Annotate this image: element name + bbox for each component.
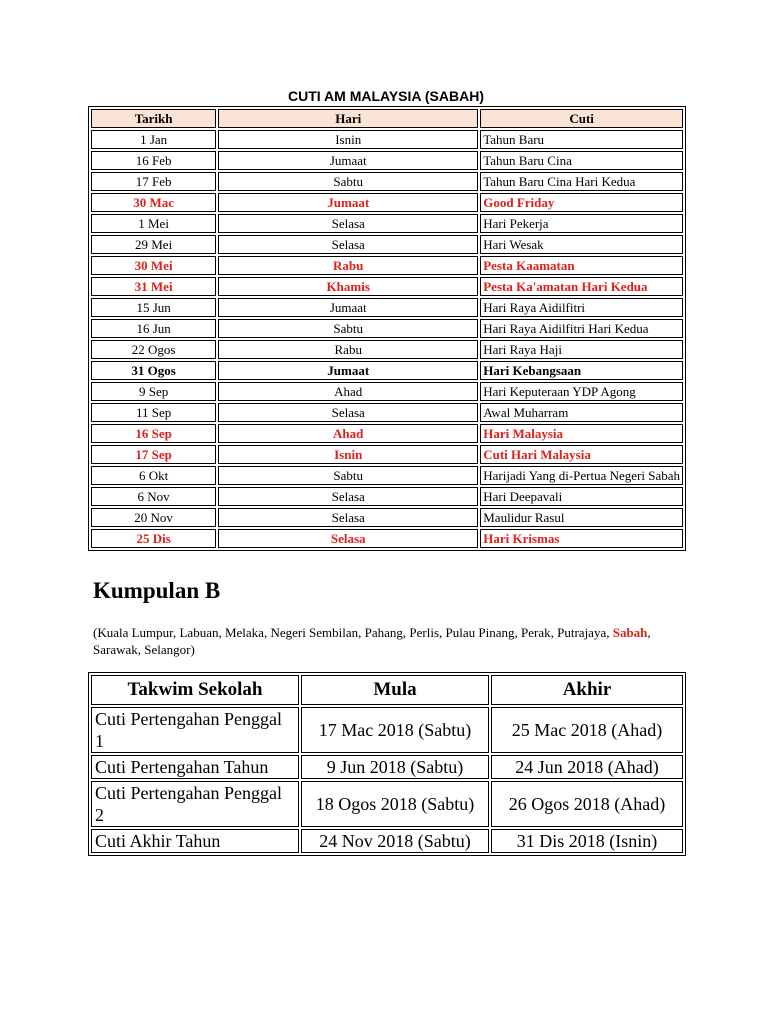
holiday-date-cell: 31 Ogos — [91, 361, 216, 380]
group-note-highlight: Sabah — [612, 625, 648, 640]
holiday-date-cell: 30 Mac — [91, 193, 216, 212]
table-row — [91, 214, 683, 233]
holiday-date-cell: 11 Sep — [91, 403, 216, 422]
holiday-day-cell: Isnin — [218, 130, 478, 149]
holiday-date-cell: 30 Mei — [91, 256, 216, 275]
holiday-name-cell: Hari Kebangsaan — [480, 361, 683, 380]
holiday-day-cell: Rabu — [218, 256, 478, 275]
holiday-date-cell: 16 Feb — [91, 151, 216, 170]
holiday-name-cell: Good Friday — [480, 193, 683, 212]
holiday-date-cell: 31 Mei — [91, 277, 216, 296]
table-row — [91, 130, 683, 149]
holiday-name-cell: Hari Keputeraan YDP Agong — [480, 382, 683, 401]
table-header-row — [91, 109, 683, 128]
calendar-start-cell: 9 Jun 2018 (Sabtu) — [301, 755, 489, 779]
column-header-calendar: Takwim Sekolah — [91, 675, 299, 705]
holiday-name-cell: Hari Raya Aidilfitri — [480, 298, 683, 317]
holiday-date-cell: 17 Sep — [91, 445, 216, 464]
column-header-start: Mula — [301, 675, 489, 705]
holiday-name-cell: Tahun Baru Cina — [480, 151, 683, 170]
holiday-table-title: CUTI AM MALAYSIA (SABAH) — [288, 88, 484, 104]
holiday-day-cell: Jumaat — [218, 193, 478, 212]
holiday-date-cell: 17 Feb — [91, 172, 216, 191]
holiday-name-cell: Pesta Kaamatan — [480, 256, 683, 275]
group-states-note — [93, 624, 683, 658]
calendar-name-cell: Cuti Akhir Tahun — [91, 829, 299, 853]
group-heading: Kumpulan B — [93, 578, 221, 603]
table-row — [91, 445, 683, 464]
calendar-name-cell: Cuti Pertengahan Penggal 1 — [91, 707, 299, 753]
calendar-end-cell: 25 Mac 2018 (Ahad) — [491, 707, 683, 753]
table-header-row — [91, 675, 683, 705]
holiday-day-cell: Selasa — [218, 487, 478, 506]
table-row — [91, 361, 683, 380]
holiday-date-cell: 15 Jun — [91, 298, 216, 317]
column-header-holiday: Cuti — [480, 109, 683, 128]
holiday-table-body — [91, 130, 683, 548]
table-row — [91, 193, 683, 212]
holiday-day-cell: Selasa — [218, 235, 478, 254]
school-calendar-table — [88, 672, 686, 856]
table-row — [91, 424, 683, 443]
holiday-day-cell: Sabtu — [218, 319, 478, 338]
holiday-day-cell: Selasa — [218, 214, 478, 233]
table-row — [91, 382, 683, 401]
holiday-day-cell: Ahad — [218, 424, 478, 443]
holiday-day-cell: Sabtu — [218, 466, 478, 485]
holiday-date-cell: 1 Jan — [91, 130, 216, 149]
table-row — [91, 781, 683, 827]
holiday-day-cell: Isnin — [218, 445, 478, 464]
holiday-name-cell: Pesta Ka'amatan Hari Kedua — [480, 277, 683, 296]
holiday-day-cell: Ahad — [218, 382, 478, 401]
table-row — [91, 319, 683, 338]
holiday-day-cell: Selasa — [218, 529, 478, 548]
holiday-name-cell: Maulidur Rasul — [480, 508, 683, 527]
column-header-day: Hari — [218, 109, 478, 128]
holiday-name-cell: Tahun Baru — [480, 130, 683, 149]
calendar-start-cell: 24 Nov 2018 (Sabtu) — [301, 829, 489, 853]
holiday-date-cell: 1 Mei — [91, 214, 216, 233]
holiday-date-cell: 6 Nov — [91, 487, 216, 506]
holiday-name-cell: Cuti Hari Malaysia — [480, 445, 683, 464]
holiday-day-cell: Jumaat — [218, 361, 478, 380]
holiday-name-cell: Tahun Baru Cina Hari Kedua — [480, 172, 683, 191]
holiday-day-cell: Jumaat — [218, 298, 478, 317]
holiday-name-cell: Harijadi Yang di-Pertua Negeri Sabah — [480, 466, 683, 485]
group-note-text: (Kuala Lumpur, Labuan, Melaka, Negeri Sembilan, Pahang, Perlis, Pulau Pinang, Perak, Putrajaya, — [93, 625, 613, 640]
holiday-name-cell: Hari Raya Aidilfitri Hari Kedua — [480, 319, 683, 338]
calendar-end-cell: 26 Ogos 2018 (Ahad) — [491, 781, 683, 827]
holiday-date-cell: 25 Dis — [91, 529, 216, 548]
calendar-start-cell: 17 Mac 2018 (Sabtu) — [301, 707, 489, 753]
column-header-end: Akhir — [491, 675, 683, 705]
public-holiday-table — [88, 106, 686, 551]
table-row — [91, 235, 683, 254]
calendar-start-cell: 18 Ogos 2018 (Sabtu) — [301, 781, 489, 827]
column-header-date: Tarikh — [91, 109, 216, 128]
table-row — [91, 403, 683, 422]
table-row — [91, 755, 683, 779]
calendar-name-cell: Cuti Pertengahan Tahun — [91, 755, 299, 779]
calendar-table-body — [91, 707, 683, 853]
table-row — [91, 172, 683, 191]
holiday-date-cell: 9 Sep — [91, 382, 216, 401]
holiday-date-cell: 22 Ogos — [91, 340, 216, 359]
holiday-name-cell: Hari Pekerja — [480, 214, 683, 233]
holiday-date-cell: 29 Mei — [91, 235, 216, 254]
holiday-name-cell: Hari Deepavali — [480, 487, 683, 506]
holiday-day-cell: Khamis — [218, 277, 478, 296]
calendar-name-cell: Cuti Pertengahan Penggal 2 — [91, 781, 299, 827]
calendar-end-cell: 24 Jun 2018 (Ahad) — [491, 755, 683, 779]
holiday-name-cell: Hari Krismas — [480, 529, 683, 548]
holiday-day-cell: Sabtu — [218, 172, 478, 191]
holiday-date-cell: 16 Sep — [91, 424, 216, 443]
holiday-name-cell: Hari Malaysia — [480, 424, 683, 443]
group-note-text-end: , Sarawak, Selangor) — [93, 625, 651, 657]
holiday-name-cell: Hari Raya Haji — [480, 340, 683, 359]
table-row — [91, 487, 683, 506]
table-row — [91, 256, 683, 275]
table-row — [91, 277, 683, 296]
table-row — [91, 529, 683, 548]
holiday-date-cell: 6 Okt — [91, 466, 216, 485]
holiday-day-cell: Rabu — [218, 340, 478, 359]
holiday-day-cell: Selasa — [218, 508, 478, 527]
holiday-name-cell: Awal Muharram — [480, 403, 683, 422]
table-row — [91, 829, 683, 853]
table-row — [91, 466, 683, 485]
holiday-day-cell: Jumaat — [218, 151, 478, 170]
table-row — [91, 151, 683, 170]
holiday-name-cell: Hari Wesak — [480, 235, 683, 254]
table-row — [91, 340, 683, 359]
calendar-end-cell: 31 Dis 2018 (Isnin) — [491, 829, 683, 853]
holiday-date-cell: 16 Jun — [91, 319, 216, 338]
table-row — [91, 508, 683, 527]
table-row — [91, 298, 683, 317]
table-row — [91, 707, 683, 753]
holiday-date-cell: 20 Nov — [91, 508, 216, 527]
holiday-day-cell: Selasa — [218, 403, 478, 422]
